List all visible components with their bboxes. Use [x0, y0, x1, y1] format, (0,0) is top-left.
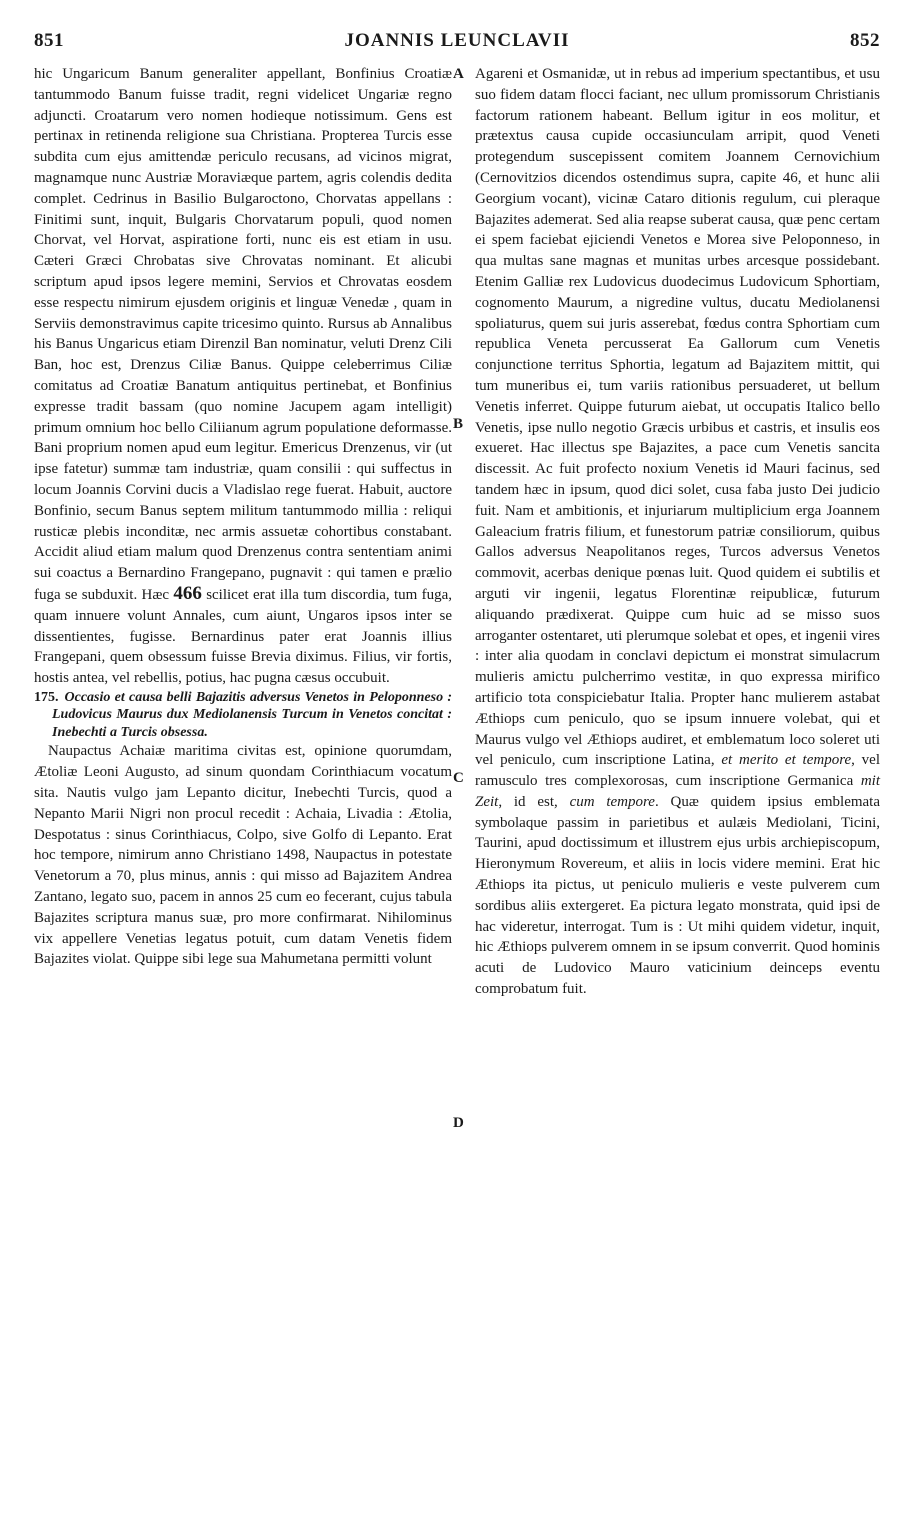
left-paragraph-1-end: scilicet erat illa tum discordia, tum fuga, quam innuere volunt Annales, cum aiunt, Ungaros ipsos inter se dissentientes, fugisse. Bernardinus pater erat Joannis illius Frangepani, quem obsessum fuisse Brevia diximus. Filius, vir fortis, hostis antea, vel rebellis, potius, hac pugna cæsus occubuit.	[34, 586, 453, 687]
chapter-heading-text: Occasio et causa belli Bajazitis adversus Venetos in Peloponneso : Ludovicus Maurus dux Mediolanensis Turcum in Venetos concitat : Inebechti a Turcis obsessa.	[52, 689, 452, 740]
left-paragraph-1	[34, 64, 452, 689]
running-title: JOANNIS LEUNCLAVII	[344, 30, 570, 51]
page-header	[34, 30, 880, 56]
margin-letter-c: C	[453, 770, 464, 786]
right-text-part-1: Agareni et Osmanidæ, ut in rebus ad imperium spectantibus, et usu suo fidem datam flocci faciant, nec ullum promissorum Christianis factorum rationem habeant. Bellum igitur in eos molitur, et prætextus causa cupide occasiunculam arripit, quod Veneti protegendum suscepissent comitem Joannem Cernovichium (Cernovitzios dicendos ostendimus supra, capite 46, et hunc alii Georgium vocant), vicinæ Cataro ditionis regulum, cui pleraque Bajazites ademerat. Sed alia reapse suberat causa, quæ penc certam ei spem faciebat ejiciendi Venetos e Morea sive Peloponneso, in qua multas sane magnas et munitas urbes arcesque possidebant. Etenim Galliæ rex Ludovicus duodecimus Ludovicum Sphortiam, cognomento Maurum, a nigredine vultus, ducatu Mediolanensi spoliaturus, quem sui juris asserebat, fœdus contra Sphortiam cum republica Veneta percusserat Ea Gallorum cum Venetis conjunctione territus Sphortia, legatum ad Bajazitem mittit, qui tum muneribus ei, tum variis rationibus persuaderet, ut bellum Venetis inferret. Quippe futurum aiebat, ut occupatis Italico bello Venetis, ipse nullo negotio Græcis urbibus et castris, et insulis eos exueret. Hac illectus spe Bajazites, a pace cum Venetis sancita discessit. Ac fuit profecto noxium Venetis id Mauri facinus, sed tandem hæc in ipsum, quod dici solet, cusa faba justo Dei judicio fuit. Nam et ambitionis, et injuriarum multiplicium erga Joannem Galeacium fratris filium, et funestorum patriæ consiliorum, quibus Gallos adversus Neapolitanos reges, Turcos adversus Venetos commovit, acerbas denique pœnas luit. Quod quidem ei subtilis et arguti vir ingenii, legatus Florentinæ reipublicæ, futurum aliquando prædixerat. Quippe cum huic ad se misso suos arroganter ostentaret, uti plerumque solebat et opes, et ingenii vires : inter alia quodam in conclavi depictum ei monstrat simulacrum mulieris amictu pulcherrimo vestitæ, in quo expressa mirifico artificio tota conspiciebatur Italia. Propter hanc mulierem astabat Æthiops cum peniculo, quo se ipsum innuere volebat, qui et Maurus vulgo vel Æthiops audiret, et emblematum loco soleret uti vel peniculo, cum inscriptione Latina,	[475, 66, 880, 769]
left-paragraph-1-start: hic Ungaricum Banum generaliter appellant, Bonfinius Croatiæ tantummodo Banum fuisse tradit, regni videlicet Ungariæ regno adjuncti. Croatarum vero nomen hodieque notissimum. Gens est pertinax in retinenda religione sua Christiana. Propterea Turcis esse subdita cum ejus amittendæ periculo recusans, ad vicinos migrat, magnamque nunc Austriæ Moraviæque partem, agris colendis dedita complet. Cedrinus in Basilio Bulgaroctono, Chorvatas appellans : Finitimi sunt, inquit, Bulgaris Chorvatarum populi, quod nomen Chorvat, vel Horvat, aspiratione forti, nunc eis est etiam in usu. Cæteri Græci Chrobatas sive Chrovatas nominant. Et alicubi scriptum apud ipsos legere memini, Servios et Chrovatas eosdem esse respectu nimirum ejusdem originis et linguæ Venedæ , quam in Serviis demonstravimus capite tricesimo quinto. Rursus ab Annalibus his Banus Ungaricus etiam Direnzil Ban nominatur, veluti Drenz Cili Ban, hoc est, Drenzus Ciliæ Banus. Quippe celeberrimus Ciliæ comitatus ad Croatiæ Banatum antiquitus pertinebat, et Bonfinius expresse tradit bassam (quo nomine Jacupem agam intelligit) primum omnium hoc bello Ciliianum agrum populatione deformasse. Bani proprium nomen apud eum legitur. Emericus Drenzenus, vir (ut ipse fatetur) summæ tam industriæ, quam consilii : qui suffectus in locum Joannis Corvini ducis a Vladislao rege fuerat. Habuit, auctore Bonfinio, secum Banus septem militum tantummodo millia : reliqui rusticæ plebis inconditæ, nec armis assuetæ cohortibus constabant. Accidit aliud etiam malum quod Drenzenus contra sententiam animi sui coactus a Bernardino Frangepano, pugnavit : qui tamen e prælio fuga se subduxit. Hæc	[34, 66, 452, 603]
page-number-left: 851	[34, 30, 64, 51]
motto-translation: cum tempore	[569, 793, 655, 810]
german-motto: mit Zeit	[475, 773, 881, 810]
left-column	[34, 64, 452, 970]
right-paragraph	[475, 64, 880, 1000]
reference-marker: 466	[173, 582, 202, 604]
right-text-part-3: , id est,	[498, 793, 558, 810]
latin-motto: et merito et tempore	[721, 752, 852, 769]
chapter-heading	[34, 689, 452, 742]
page-number-right: 852	[850, 30, 880, 51]
right-text-part-4: . Quæ quidem ipsius emblemata symbolaque passim in parietibus et aulæis Mediolani, Ticini, Taurini, apud doctissimum et illustrem ejus urbis archiepiscopum, Hieronymum Rovereum, et aliis in locis videre memini. Erat hic Æthiops ita pictus, ut peniculo mulieris e veste pulverem cum sordibus aliis extergeret. Ea pictura legato monstrata, quid ipsi de hac videretur, interrogat. Tum is : Ut mihi quidem videtur, inquit, hic Æthiops pulverem omnem in se ipsum converrit. Quod hominis acuti de Ludovico Mauro vaticinium deinceps eventu comprobatum fuit.	[475, 793, 881, 998]
margin-letter-b: B	[453, 416, 464, 432]
right-column	[475, 64, 880, 1000]
left-paragraph-2: Naupactus Achaiæ maritima civitas est, opinione quorumdam, Ætoliæ Leoni Augusto, ad sinum quondam Corinthiacum vocatum sita. Nautis vulgo jam Lepanto dicitur, Inebechti Turcis, quod a Nepanto Marii Nigri non procul recedit : Achaia, Livadia : Ætolia, Despotatus : sinus Corinthiacus, Colpo, sive Golfo di Lepanto. Erat hoc tempore, nimirum anno Christiano 1498, Naupactus in potestate Venetorum a 70, plus minus, annis : qui misso ad Bajazitem Andrea Zantano, legato suo, pacem in annos 25 cum eo fecerant, cujus tabula Bajazites scriptura manus suæ, pro more confirmarat. Nihilominus vix appellere Venetias legatus potuit, cum datam Venetis fidem Bajazites violat. Quippe sibi lege sua Mahumetana permitti volunt	[34, 743, 452, 968]
right-text-part-2: , vel ramusculo tres complexorosas, cum inscriptione Germanica	[475, 752, 881, 790]
margin-letter-d: D	[453, 1115, 464, 1131]
margin-letter-a: A	[453, 66, 464, 82]
chapter-number: 175.	[34, 689, 59, 705]
